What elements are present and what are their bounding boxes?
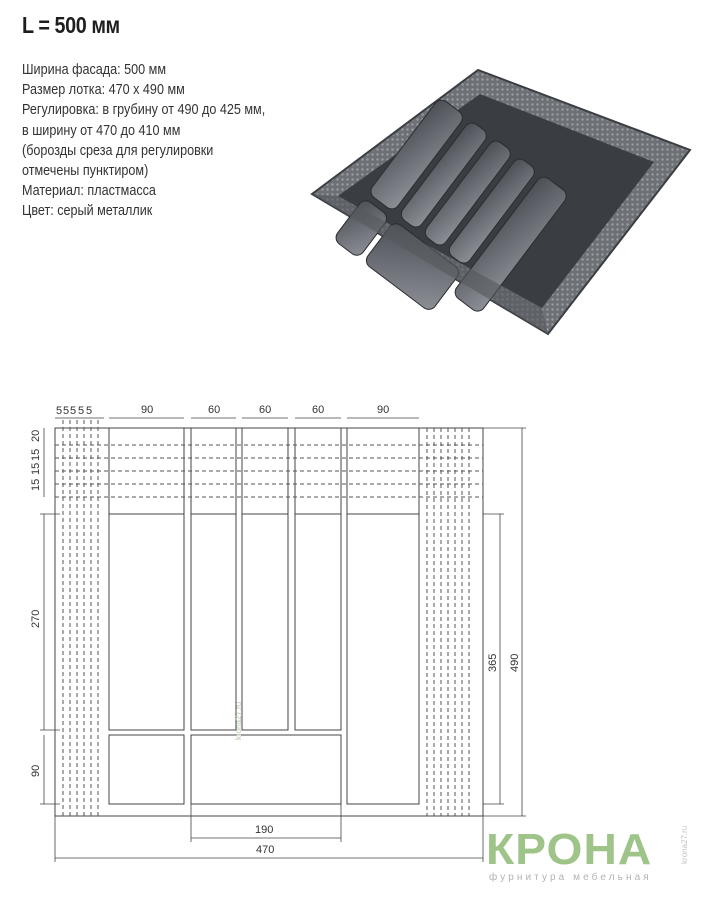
dim-bottom-190: 190 [255,824,274,836]
spec-note-line1: (борозды среза для регулировки [22,141,214,159]
spec-note-line2: отмечены пунктиром) [22,162,149,180]
brand-side-text: krona27.ru [680,825,689,864]
compartment [242,514,288,730]
dim-top-5c: 5 [70,405,77,417]
dim-top-60c: 60 [312,404,325,416]
spec-adjust-width: в ширину от 470 до 410 мм [22,121,181,139]
dim-top-60b: 60 [259,404,272,416]
compartment [295,514,341,730]
dim-left-90: 90 [30,764,42,777]
dim-right-490: 490 [509,653,521,672]
compartment [109,514,184,730]
dim-right-365: 365 [487,653,499,672]
compartment [109,735,184,804]
brand-name: КРОНА [486,825,653,874]
dim-left-20: 20 [30,429,42,442]
dim-left-15b: 15 [30,462,42,475]
dim-top-5d: 5 [78,405,85,417]
brand-logo [486,825,689,883]
dim-top-90a: 90 [141,404,154,416]
compartment [347,514,419,804]
dim-left-15a: 15 [30,448,42,461]
dim-top-90b: 90 [377,404,390,416]
brand-subtitle: фурнитура мебельная [489,872,652,883]
dim-top-5b: 5 [63,405,70,417]
dim-top-5e: 5 [86,405,93,417]
dim-bottom-470: 470 [256,844,275,856]
spec-material: Материал: пластмасса [22,182,156,200]
watermark-text: krona27.ru [234,701,243,740]
dim-top-60a: 60 [208,404,221,416]
compartment [191,735,341,804]
page-title: L = 500 мм [22,12,120,38]
spec-color: Цвет: серый металлик [22,202,153,220]
dim-left-270: 270 [30,609,42,628]
spec-adjust-depth: Регулировка: в грубину от 490 до 425 мм, [22,101,266,119]
dim-left-15c: 15 [30,478,42,491]
spec-tray-size: Размер лотка: 470 х 490 мм [22,81,185,99]
spec-facade-width: Ширина фасада: 500 мм [22,61,166,78]
compartment [191,514,236,730]
dim-top-5a: 5 [56,405,63,417]
